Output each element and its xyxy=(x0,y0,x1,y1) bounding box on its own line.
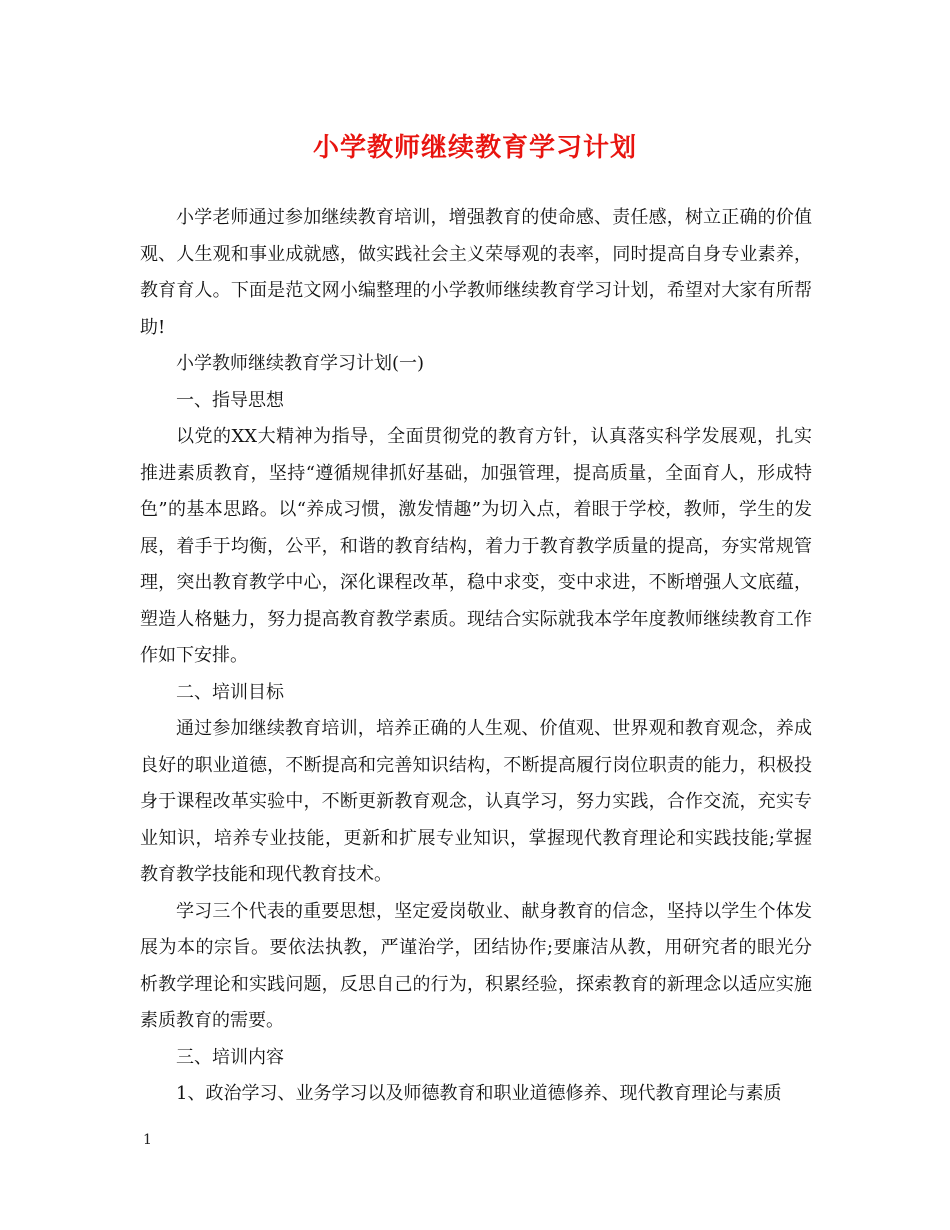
section-heading-training-goals: 二、培训目标 xyxy=(176,681,284,703)
page-number: 1 xyxy=(143,1132,152,1148)
paragraph-three-represents: 学习三个代表的重要思想，坚定爱岗敬业、献身教育的信念，坚持以学生个体发展为本的宗旨。要依法执教，严谨治学，团结协作;要廉洁从教，用研究者的眼光分析教学理论和实践问题，反思自己的行为，积累经验，探索教育的新理念以适应实施素质教育的需要。 xyxy=(140,900,812,1031)
paragraph-training-goals: 通过参加继续教育培训，培养正确的人生观、价值观、世界观和教育观念，养成良好的职业道德，不断提高和完善知识结构，不断提高履行岗位职责的能力，积极投身于课程改革实验中，不断更新教育观念，认真学习，努力实践，合作交流，充实专业知识，培养专业技能，更新和扩展专业知识，掌握现代教育理论和实践技能;掌握教育教学技能和现代教育技术。 xyxy=(140,718,812,885)
document-title: 小学教师继续教育学习计划 xyxy=(312,133,637,163)
document-body xyxy=(140,200,812,1113)
section-heading-training-content: 三、培训内容 xyxy=(176,1046,284,1068)
paragraph-training-content-1: 1、政治学习、业务学习以及师德教育和职业道德修养、现代教育理论与素质 xyxy=(176,1083,782,1104)
section-heading-guiding-ideology: 一、指导思想 xyxy=(176,389,284,411)
paragraph-intro: 小学老师通过参加继续教育培训，增强教育的使命感、责任感，树立正确的价值观、人生观和事业成就感，做实践社会主义荣辱观的表率，同时提高自身专业素养，教育育人。下面是范文网小编整理的小学教师继续教育学习计划，希望对大家有所帮助! xyxy=(140,207,812,338)
paragraph-guiding-ideology: 以党的XX大精神为指导，全面贯彻党的教育方针，认真落实科学发展观，扎实推进素质教育，坚持“遵循规律抓好基础，加强管理，提高质量，全面育人，形成特色”的基本思路。以“养成习惯，激发情趣”为切入点，着眼于学校，教师，学生的发展，着手于均衡，公平，和谐的教育结构，着力于教育教学质量的提高，夯实常规管理，突出教育教学中心，深化课程改革，稳中求变，变中求进，不断增强人文底蕴，塑造人格魅力，努力提高教育教学素质。现结合实际就我本学年度教师继续教育工作作如下安排。 xyxy=(140,426,812,666)
paragraph-plan-heading: 小学教师继续教育学习计划(一) xyxy=(176,353,425,374)
